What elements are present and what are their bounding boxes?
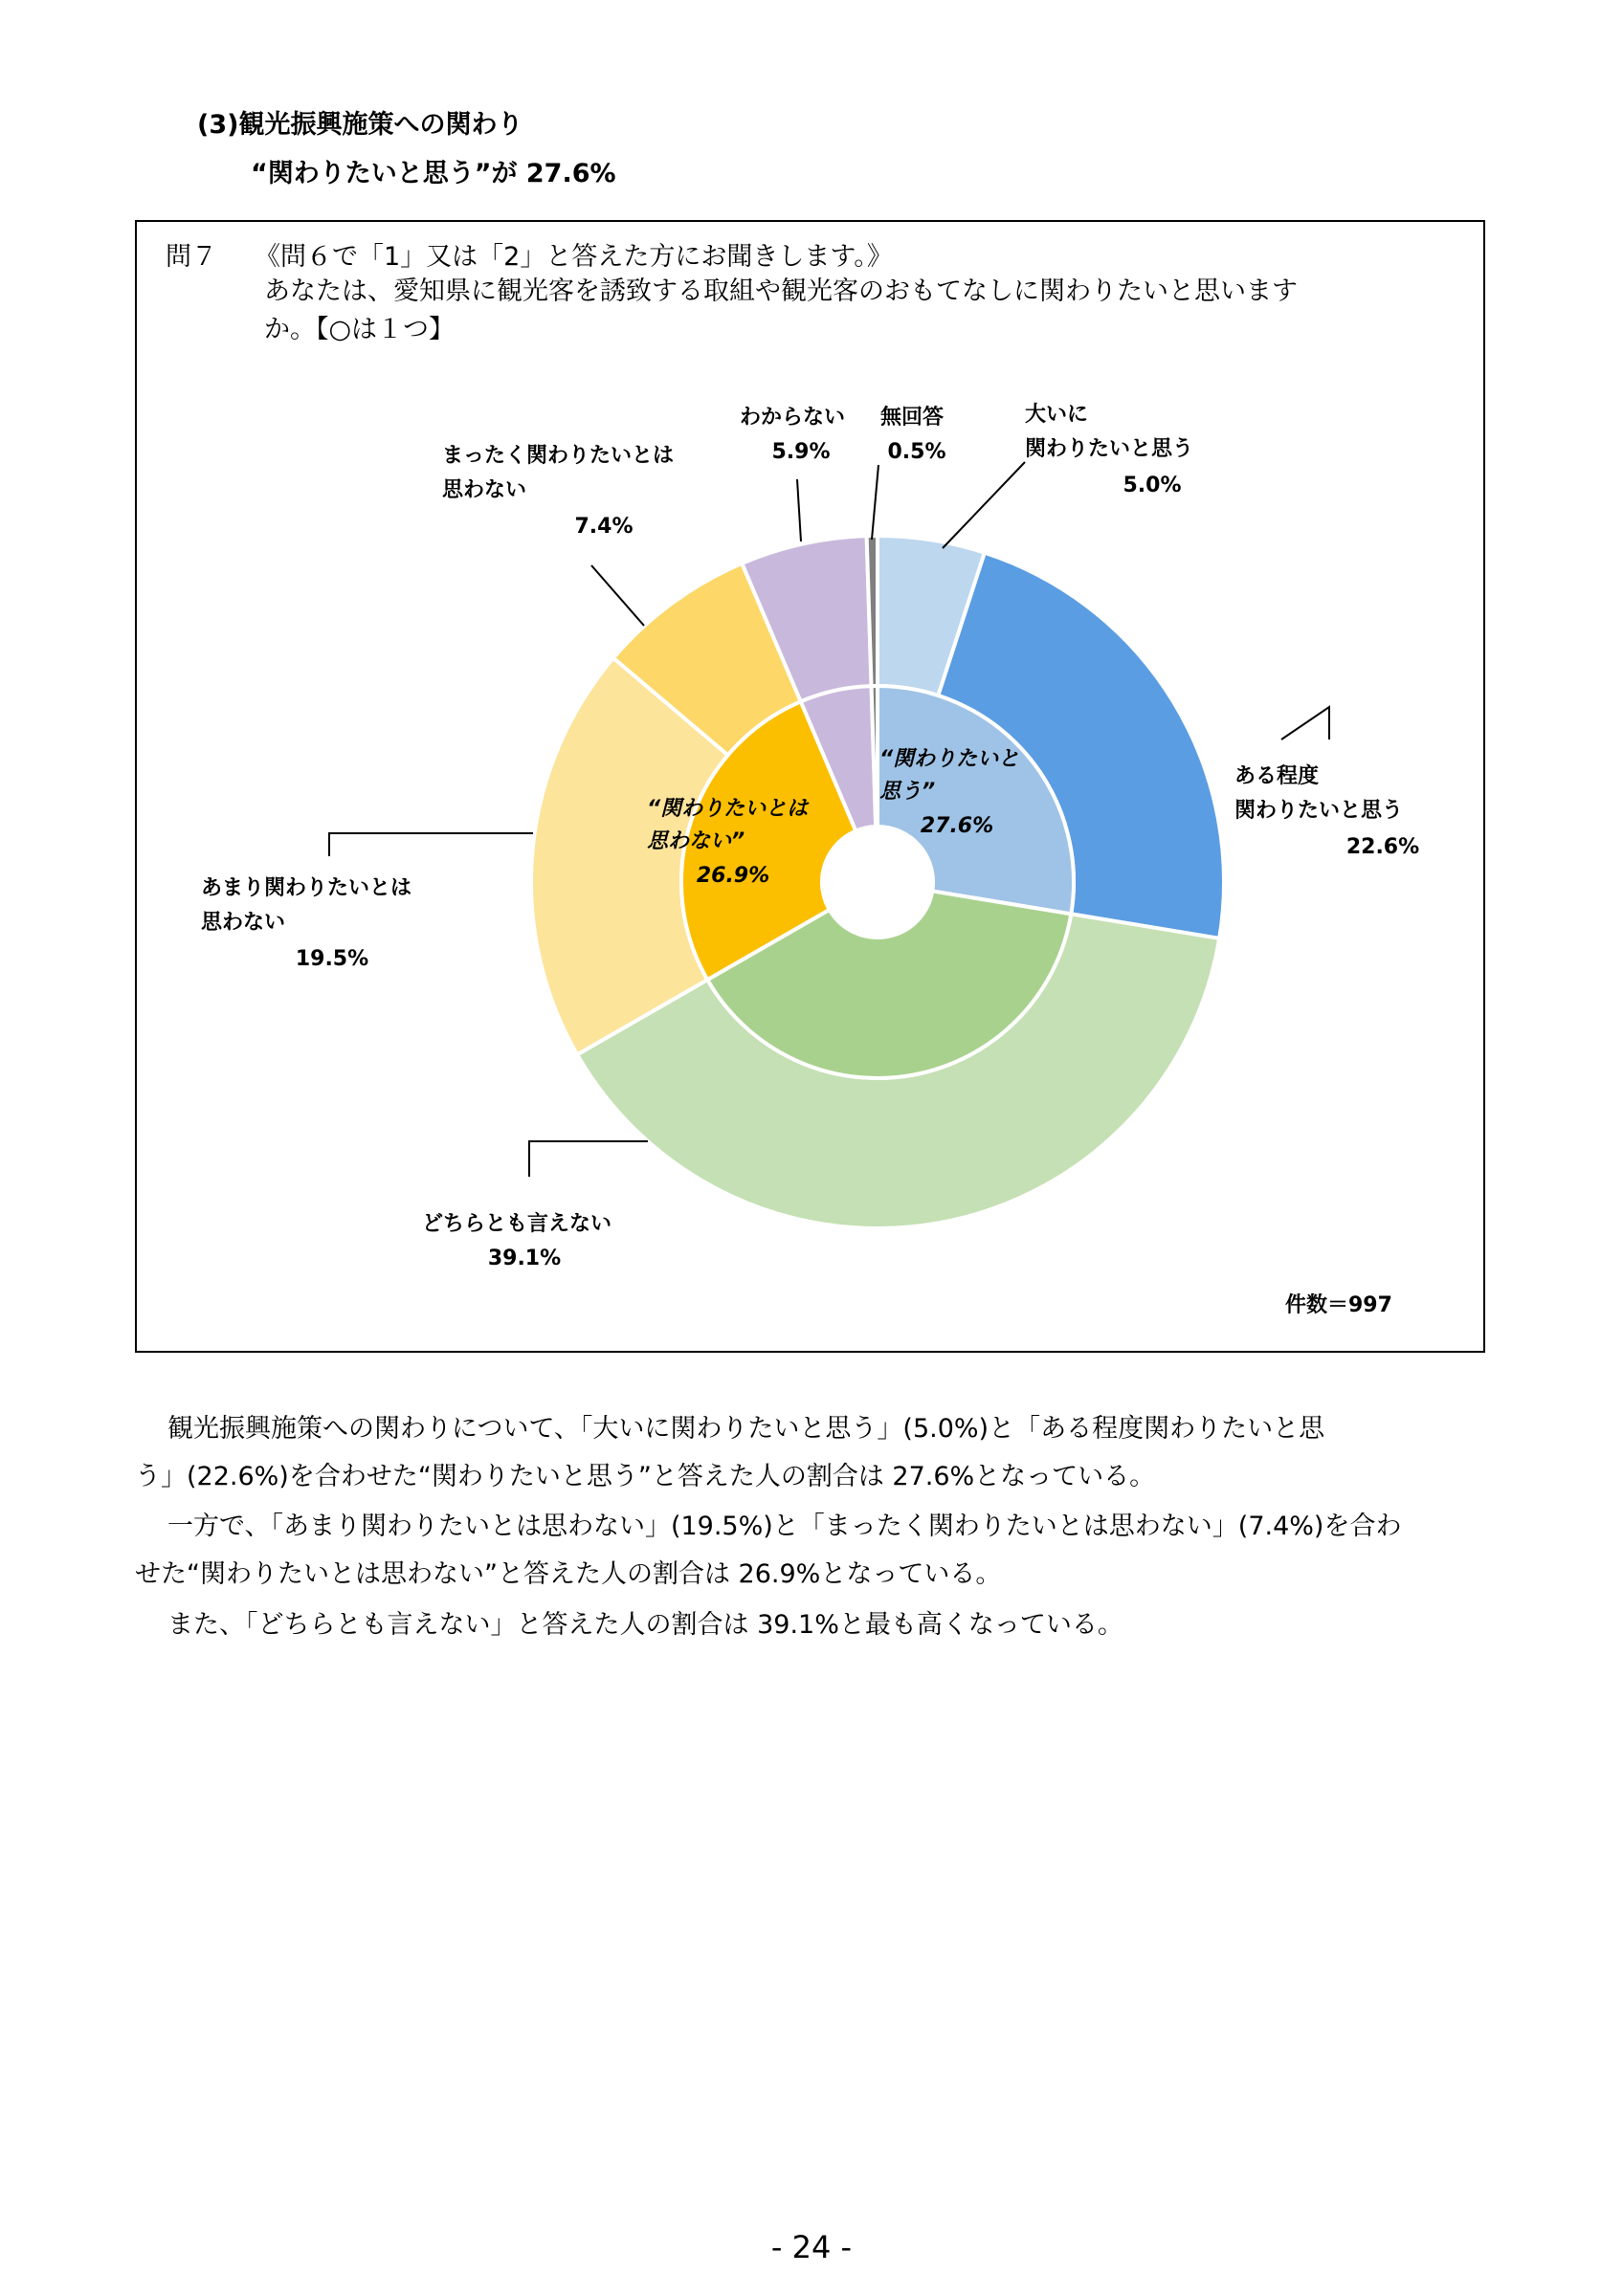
summary-p2-line1: 一方で、「あまり関わりたいとは思わない」(19.5%)と「まったく関わりたいとは思わない」(7.4%)を合わ [167,1512,1402,1541]
outer-label-6: 無回答 [880,406,945,430]
outer-label-2: どちらとも言えない [422,1212,612,1236]
outer-value-6: 0.5% [887,440,946,464]
outer-value-0: 5.0% [1123,474,1182,497]
outer-value-2: 39.1% [487,1247,562,1270]
inner-value-0: 27.6% [920,814,994,838]
outer-value-4: 7.4% [574,515,634,539]
outer-value-3: 19.5% [295,947,369,971]
summary-paragraph-3 [135,1601,1494,1649]
question-intro: 《問６で「1」又は「2」と答えた方にお聞きします。》 [255,242,893,272]
leader-line-4 [591,565,644,626]
question-body-line1: あなたは、愛知県に観光客を誘致する取組や観光客のおもてなしに関わりたいと思います [264,276,1298,306]
donut-hole [822,827,933,938]
summary-p2-line2: せた“関わりたいとは思わない”と答えた人の割合は 26.9%となっている。 [135,1559,1002,1589]
summary-p3-line1: また、「どちらとも言えない」と答えた人の割合は 39.1%と最も高くなっている。 [167,1610,1123,1640]
leader-line-6 [872,465,878,540]
outer-label-4: まったく関わりたいとは思わない [442,444,675,502]
outer-label-0: 大いに関わりたいと思う [1025,403,1194,461]
page-number: - 24 - [770,2229,853,2265]
outer-value-1: 22.6% [1345,835,1420,859]
outer-label-5: わからない [740,406,846,430]
leader-line-3 [329,833,533,856]
summary-paragraph-1 [135,1405,1494,1501]
question-body-line2: か。【○は１つ】 [264,315,456,344]
outer-value-5: 5.9% [771,440,831,464]
leader-line-5 [797,479,801,541]
inner-label-0: “関わりたいと思う” [879,747,1020,804]
inner-label-2: “関わりたいとは思わない” [647,797,809,853]
section-title: (3)観光振興施策への関わり [197,110,523,140]
section-subtitle: “関わりたいと思う”が 27.6% [251,159,616,188]
leader-line-2 [529,1141,648,1177]
summary-p1-line1: 観光振興施策への関わりについて、「大いに関わりたいと思う」(5.0%)と「ある程度関わりたいと思 [167,1414,1325,1444]
summary-paragraph-2 [135,1503,1494,1599]
sample-size-label: 件数＝997 [1285,1293,1392,1317]
outer-label-3: あまり関わりたいとは思わない [201,876,412,935]
question-label: 問７ [166,242,217,272]
leader-line-1 [1281,707,1329,740]
outer-label-1: ある程度関わりたいと思う [1234,764,1404,823]
leader-line-0 [943,462,1025,548]
inner-value-2: 26.9% [696,864,770,888]
summary-p1-line2: う」(22.6%)を合わせた“関わりたいと思う”と答えた人の割合は 27.6%となっている。 [135,1462,1156,1491]
